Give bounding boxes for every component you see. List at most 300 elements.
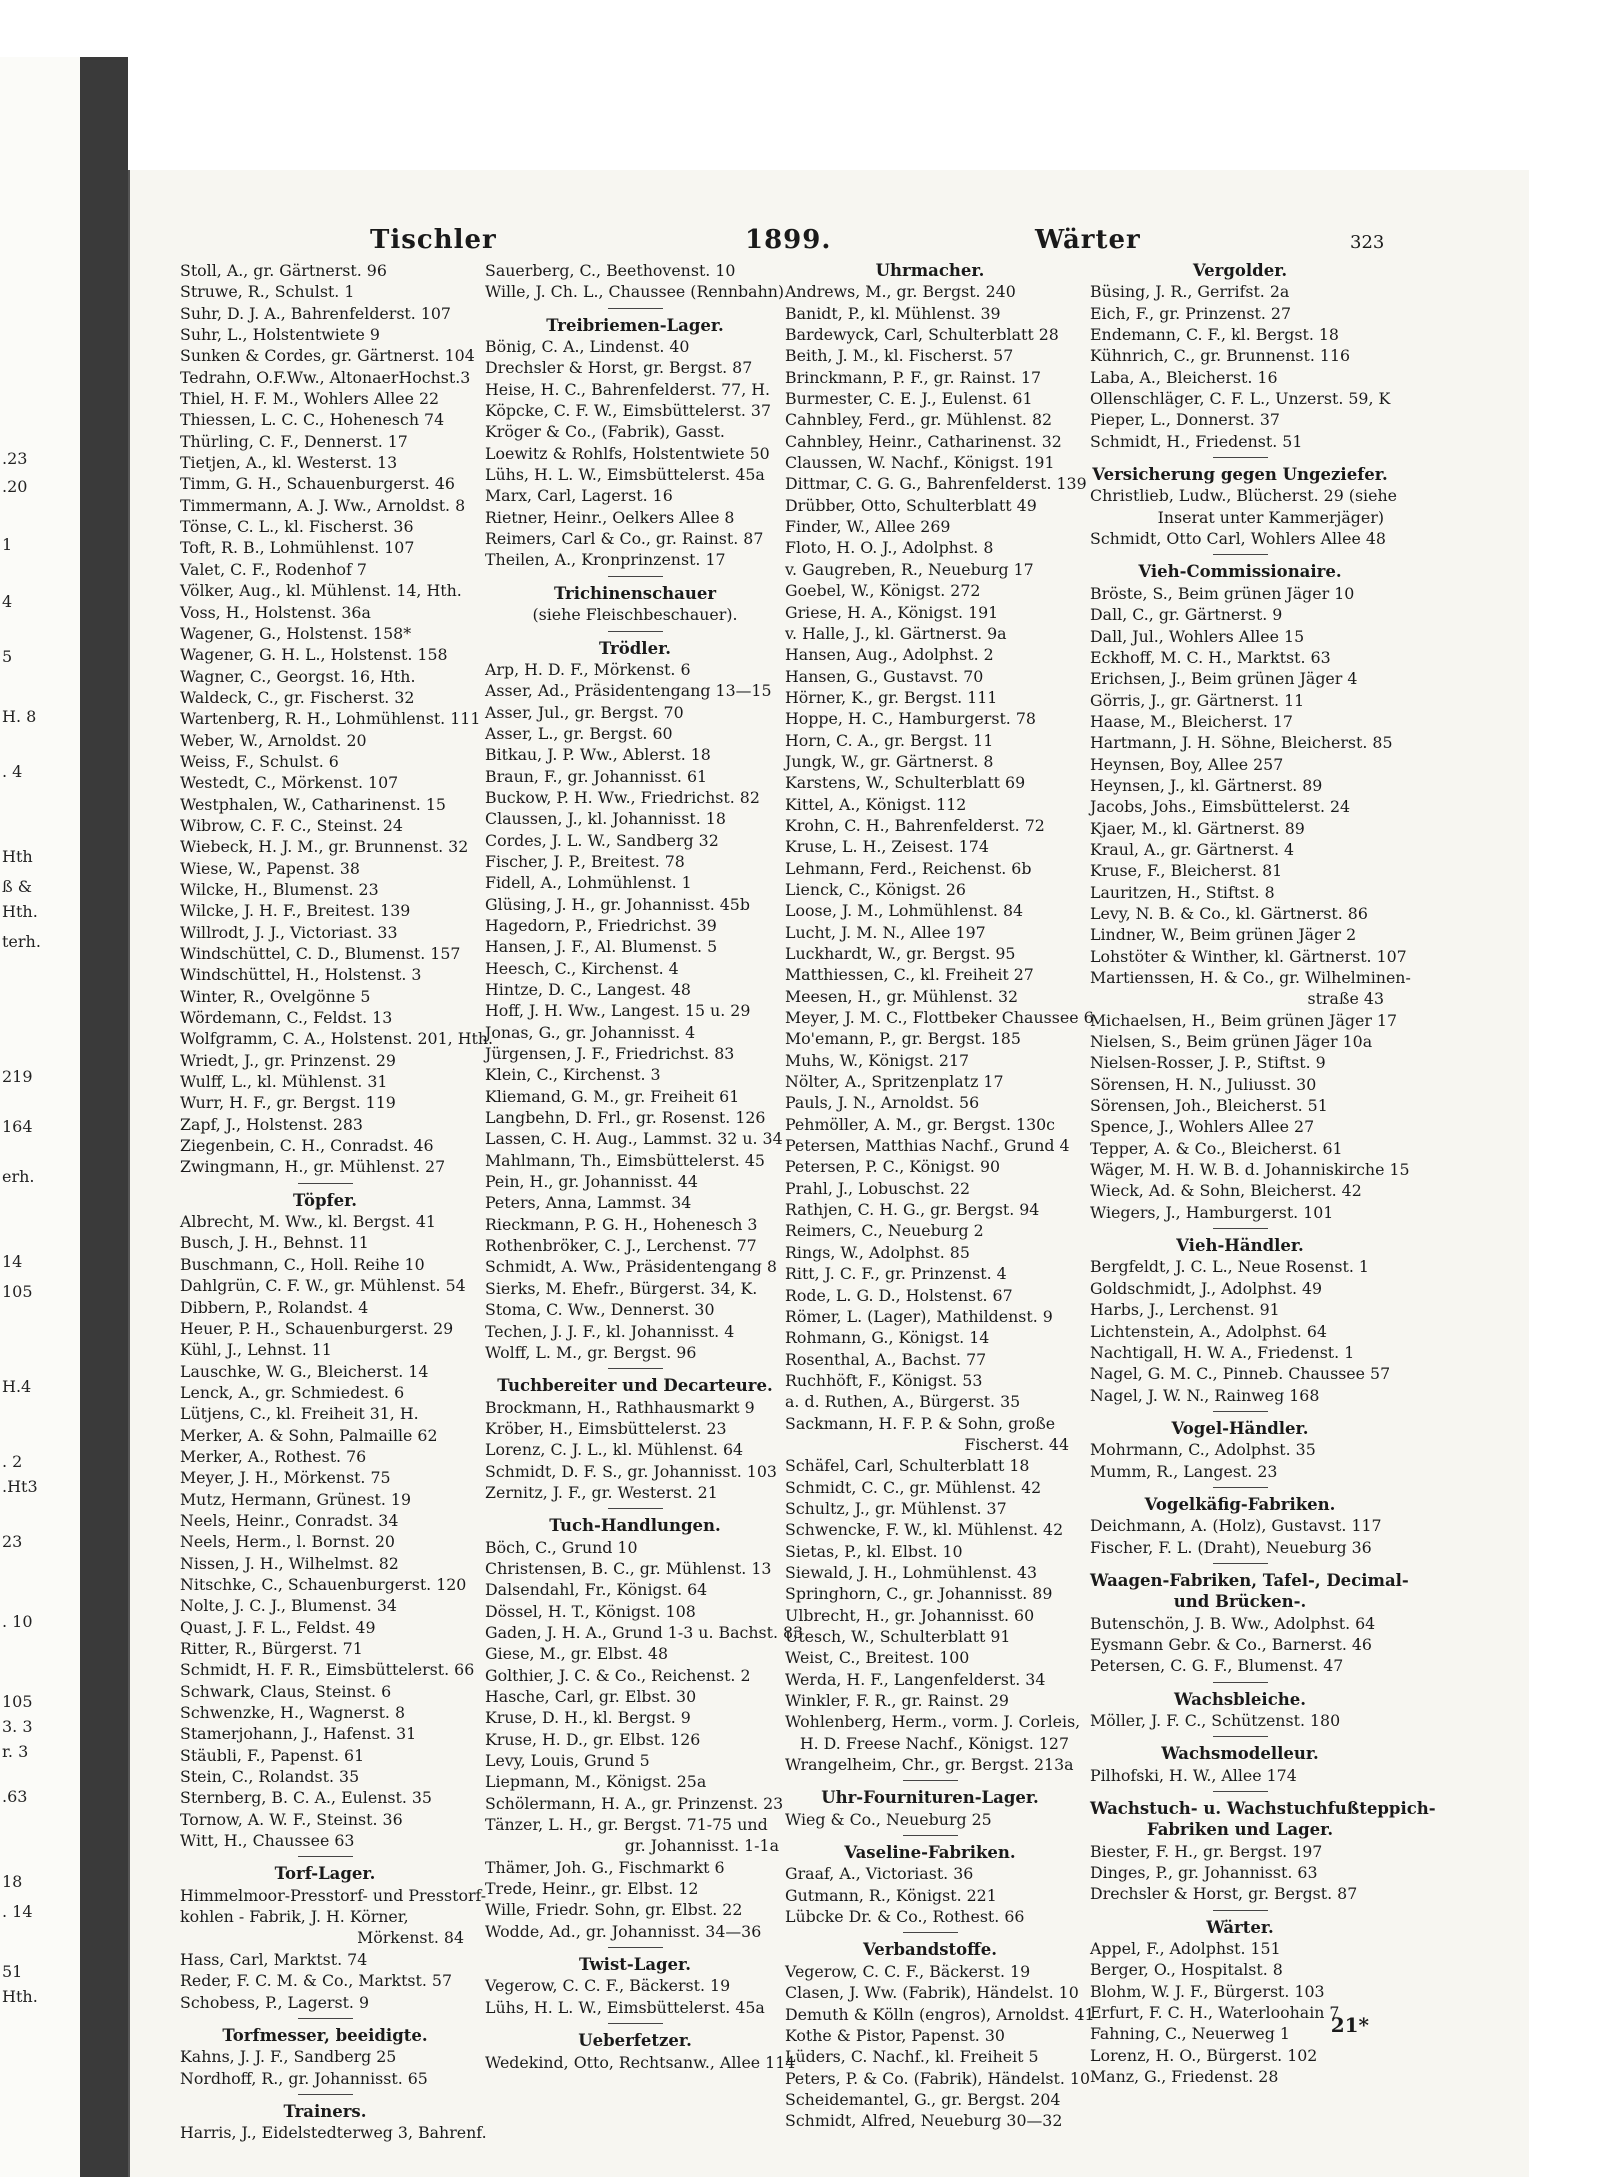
directory-entry: Mutz, Hermann, Grünest. 19 [180,1489,411,1509]
directory-entry: Nölter, A., Spritzenplatz 17 [785,1072,1004,1092]
directory-entry: Lenck, A., gr. Schmiedest. 6 [180,1382,405,1402]
directory-entry: Lassen, C. H. Aug., Lammst. 32 u. 34 [485,1129,783,1149]
directory-entry: Mörkenst. 84 [357,1928,464,1948]
directory-entry: Nolte, J. C. J., Blumenst. 34 [180,1596,397,1616]
directory-entry: Möller, J. F. C., Schützenst. 180 [1090,1711,1341,1730]
directory-entry: Kröber, H., Eimsbüttelerst. 23 [485,1418,727,1438]
directory-entry: Schmidt, Alfred, Neueburg 30—32 [785,2111,1063,2131]
running-head-year: 1899. [745,225,832,255]
directory-entry: Krohn, C. H., Bahrenfelderst. 72 [785,815,1045,835]
directory-entry: Jungk, W., gr. Gärtnerst. 8 [785,751,994,771]
directory-entry: Kruse, F., Bleicherst. 81 [1090,861,1283,881]
directory-entry: Hansen, Aug., Adolphst. 2 [785,645,994,665]
directory-entry: Schmidt, H. F. R., Eimsbüttelerst. 66 [180,1660,475,1680]
directory-entry: Nissen, J. H., Wilhelmst. 82 [180,1553,399,1573]
directory-entry: Dalsendahl, Fr., Königst. 64 [485,1580,708,1600]
directory-entry: Banidt, P., kl. Mühlenst. 39 [785,303,1001,323]
directory-entry: Glüsing, J. H., gr. Johannisst. 45b [485,894,750,914]
directory-entry: Claussen, W. Nachf., Königst. 191 [785,453,1055,473]
section-heading: Vaseline-Fabriken. [844,1843,1016,1863]
directory-entry: Christensen, B. C., gr. Mühlenst. 13 [485,1558,772,1578]
previous-page-fragment: erh. [2,1167,35,1186]
section-heading: Wachstuch- u. Wachstuchfußteppich- [1090,1799,1436,1819]
directory-entry: Schölermann, H. A., gr. Prinzenst. 23 [485,1793,784,1813]
section-heading: Vogelkäfig-Fabriken. [1144,1494,1336,1514]
section-divider [903,1835,958,1836]
directory-entry: Heesch, C., Kirchenst. 4 [485,958,679,978]
directory-entry: Peters, P. & Co. (Fabrik), Händelst. 10 [785,2068,1091,2088]
previous-page-fragment: .20 [2,477,28,496]
directory-entry: Dinges, P., gr. Johannisst. 63 [1090,1863,1318,1883]
directory-entry: Rosenthal, A., Bachst. 77 [785,1349,987,1369]
previous-page-fragment: 5 [2,647,13,666]
directory-entry: Finder, W., Allee 269 [785,517,951,537]
previous-page-edge [0,57,128,2177]
directory-entry: Petersen, C. G. F., Blumenst. 47 [1090,1656,1344,1676]
section-heading: Wärter. [1206,1917,1274,1937]
directory-entry: Spence, J., Wohlers Allee 27 [1090,1117,1315,1137]
directory-entry: Levy, N. B. & Co., kl. Gärtnerst. 86 [1090,903,1368,923]
directory-entry: Deichmann, A. (Holz), Gustavst. 117 [1090,1516,1382,1536]
section-heading: Torfmesser, beeidigte. [222,2025,428,2045]
directory-entry: Ritt, J. C. F., gr. Prinzenst. 4 [785,1264,1007,1284]
directory-entry: Wriedt, J., gr. Prinzenst. 29 [180,1050,396,1070]
directory-entry: Dall, C., gr. Gärtnerst. 9 [1090,605,1283,625]
directory-entry: Wohlenberg, Herm., vorm. J. Corleis, [785,1712,1081,1732]
section-heading: Twist-Lager. [579,1955,691,1975]
previous-page-fragment: H.4 [2,1377,32,1396]
previous-page-fragment: . 2 [2,1452,23,1471]
directory-entry: Matthiessen, C., kl. Freiheit 27 [785,965,1034,985]
section-divider [298,2018,353,2019]
section-note: (siehe Fleischbeschauer). [532,605,738,625]
section-heading: Trödler. [598,638,671,658]
directory-entry: Zapf, J., Holstenst. 283 [180,1114,363,1134]
previous-page-fragment: Hth. [2,1987,38,2006]
directory-entry: Drübber, Otto, Schulterblatt 49 [785,495,1037,515]
directory-entry: Prahl, J., Lobuschst. 22 [785,1178,971,1198]
directory-entry: Hansen, J. F., Al. Blumenst. 5 [485,937,718,957]
directory-entry: Graaf, A., Victoriast. 36 [785,1864,974,1884]
section-divider [903,1932,958,1933]
directory-entry: Rohmann, G., Königst. 14 [785,1328,990,1348]
section-divider [608,308,663,309]
directory-entry: Lauschke, W. G., Bleicherst. 14 [180,1361,429,1381]
directory-entry: Stäubli, F., Papenst. 61 [180,1745,365,1765]
directory-entry: Windschüttel, H., Holstenst. 3 [180,965,422,985]
directory-entry: Claussen, J., kl. Johannisst. 18 [485,809,726,829]
directory-entry: Appel, F., Adolphst. 151 [1090,1939,1281,1959]
directory-entry: Albrecht, M. Ww., kl. Bergst. 41 [180,1212,436,1232]
section-heading: und Brücken-. [1173,1592,1307,1612]
directory-entry: Mahlmann, Th., Eimsbüttelerst. 45 [485,1150,765,1170]
directory-entry: Eysmann Gebr. & Co., Barnerst. 46 [1090,1634,1372,1654]
directory-entry: straße 43 [1307,989,1384,1009]
directory-entry: Himmelmoor-Presstorf- und Presstorf- [180,1885,487,1905]
previous-page-fragment: 105 [2,1282,33,1301]
section-heading: Tuchbereiter und Decarteure. [497,1376,773,1396]
directory-entry: Lorenz, H. O., Bürgerst. 102 [1090,2045,1318,2065]
directory-entry: Muhs, W., Königst. 217 [785,1050,970,1070]
directory-entry: Clasen, J. Ww. (Fabrik), Händelst. 10 [785,1983,1079,2003]
directory-entry: Waldeck, C., gr. Fischerst. 32 [180,687,415,707]
previous-page-fragment: 14 [2,1252,23,1271]
section-heading: Trichinenschauer [553,583,717,603]
directory-entry: Timmermann, A. J. Ww., Arnoldst. 8 [180,495,466,515]
section-divider [1213,1487,1268,1488]
directory-entry: Suhr, D. J. A., Bahrenfelderst. 107 [180,303,451,323]
directory-page [128,170,1529,2177]
directory-entry: Voss, H., Holstenst. 36a [180,602,371,622]
directory-entry: Buschmann, C., Holl. Reihe 10 [180,1254,425,1274]
directory-entry: Hoff, J. H. Ww., Langest. 15 u. 29 [485,1001,751,1021]
directory-entry: Schobess, P., Lagerst. 9 [180,1992,370,2012]
directory-entry: Schmidt, H., Friedenst. 51 [1090,431,1303,451]
directory-entry: Loewitz & Rohlfs, Holstentwiete 50 [485,443,770,463]
previous-page-fragment: 51 [2,1962,23,1981]
section-divider [1213,1411,1268,1412]
directory-entry: Görris, J., gr. Gärtnerst. 11 [1090,690,1305,710]
directory-entry: Pehmöller, A. M., gr. Bergst. 130c [785,1114,1056,1134]
directory-entry: Cahnbley, Ferd., gr. Mühlenst. 82 [785,410,1053,430]
directory-entry: Wieg & Co., Neueburg 25 [785,1809,992,1829]
directory-entry: H. D. Freese Nachf., Königst. 127 [799,1733,1069,1753]
directory-entry: Lühs, H. L. W., Eimsbüttelerst. 45a [485,1997,765,2017]
directory-entry: Zernitz, J. F., gr. Westerst. 21 [485,1482,718,1502]
previous-page-fragment: Hth. [2,902,38,921]
directory-entry: Meyer, J. H., Mörkenst. 75 [180,1468,391,1488]
previous-page-fragment: Hth [2,847,33,866]
section-heading: Töpfer. [292,1190,358,1210]
directory-entry: Nitschke, C., Schauenburgerst. 120 [180,1574,467,1594]
directory-entry: Lübcke Dr. & Co., Rothest. 66 [785,1907,1025,1927]
directory-entry: Kruse, L. H., Zeisest. 174 [785,837,989,857]
directory-entry: Wieck, Ad. & Sohn, Bleicherst. 42 [1090,1181,1362,1201]
directory-entry: Lütjens, C., kl. Freiheit 31, H. [180,1404,419,1424]
directory-entry: kohlen - Fabrik, J. H. Körner, [180,1907,409,1927]
directory-entry: Wartenberg, R. H., Lohmühlenst. 111 [180,709,481,729]
section-heading: Tuch-Handlungen. [549,1516,721,1536]
directory-entry: Floto, H. O. J., Adolphst. 8 [785,538,994,558]
directory-entry: Weiss, F., Schulst. 6 [180,751,339,771]
directory-entry: Thiessen, L. C. C., Hohenesch 74 [180,410,445,430]
directory-entry: Tornow, A. W. F., Steinst. 36 [180,1809,403,1829]
column-1 [180,260,494,2144]
directory-entry: Trede, Heinr., gr. Elbst. 12 [485,1879,699,1899]
directory-entry: Vegerow, C. C. F., Bäckerst. 19 [785,1961,1031,1981]
directory-entry: Sunken & Cordes, gr. Gärtnerst. 104 [180,346,475,366]
directory-entry: Kruse, D. H., kl. Bergst. 9 [485,1708,691,1728]
directory-entry: Tönse, C. L., kl. Fischerst. 36 [180,517,414,537]
directory-entry: Ollenschläger, C. F. L., Unzerst. 59, K [1090,389,1391,409]
previous-page-fragment: ß & [2,877,33,896]
directory-entry: Westphalen, W., Catharinenst. 15 [180,794,446,814]
directory-entry: Michaelsen, H., Beim grünen Jäger 17 [1090,1010,1398,1030]
section-heading: Uhr-Fournituren-Lager. [821,1788,1039,1808]
directory-entry: Gutmann, R., Königst. 221 [785,1885,997,1905]
section-divider [1213,1791,1268,1792]
running-head-right: Wärter [1035,225,1141,255]
directory-entry: Sackmann, H. F. P. & Sohn, große [785,1413,1056,1433]
section-divider [608,1508,663,1509]
directory-entry: Endemann, C. F., kl. Bergst. 18 [1090,325,1339,345]
directory-entry: Levy, Louis, Grund 5 [485,1751,650,1771]
directory-entry: Heise, H. C., Bahrenfelderst. 77, H. [485,379,771,399]
directory-entry: Schmidt, C. C., gr. Mühlenst. 42 [785,1477,1042,1497]
directory-entry: Griese, H. A., Königst. 191 [785,602,999,622]
directory-entry: Harbs, J., Lerchenst. 91 [1090,1300,1280,1320]
directory-entry: Hansen, G., Gustavst. 70 [785,666,984,686]
directory-entry: Völker, Aug., kl. Mühlenst. 14, Hth. [180,581,462,601]
directory-entry: Heynsen, Boy, Allee 257 [1090,754,1284,774]
section-divider [608,1947,663,1948]
running-head-left: Tischler [370,225,497,255]
directory-entry: Mohrmann, C., Adolphst. 35 [1090,1440,1316,1460]
directory-entry: Rieckmann, P. G. H., Hohenesch 3 [485,1214,758,1234]
directory-entry: Jacobs, Johs., Eimsbüttelerst. 24 [1090,797,1351,817]
directory-entry: Eich, F., gr. Prinzenst. 27 [1090,303,1292,323]
directory-entry: Wolfgramm, C. A., Holstenst. 201, Hth. [180,1029,494,1049]
directory-entry: Thiel, H. F. M., Wohlers Allee 22 [180,389,440,409]
directory-entry: Butenschön, J. B. Ww., Adolphst. 64 [1090,1613,1376,1633]
directory-entry: Tietjen, A., kl. Westerst. 13 [180,453,398,473]
directory-entry: Drechsler & Horst, gr. Bergst. 87 [485,358,753,378]
directory-entry: Arp, H. D. F., Mörkenst. 6 [485,659,691,679]
directory-entry: Dössel, H. T., Königst. 108 [485,1601,696,1621]
directory-entry: Wagner, C., Georgst. 16, Hth. [180,666,416,686]
directory-entry: Wulff, L., kl. Mühlenst. 31 [180,1072,388,1092]
directory-entry: Stoll, A., gr. Gärtnerst. 96 [180,261,387,280]
section-heading: Fabriken und Lager. [1146,1820,1334,1840]
directory-entry: Valet, C. F., Rodenhof 7 [180,559,367,579]
directory-entry: Cahnbley, Heinr., Catharinenst. 32 [785,431,1062,451]
directory-entry: Hagedorn, P., Friedrichst. 39 [485,915,717,935]
directory-entry: Harris, J., Eidelstedterweg 3, Bahrenf. [180,2123,487,2143]
section-heading: Vieh-Händler. [1176,1236,1304,1256]
directory-entry: Rode, L. G. D., Holstenst. 67 [785,1285,1013,1305]
signature-mark: 21* [1330,2013,1369,2037]
directory-entry: Mo'emann, P., gr. Bergst. 185 [785,1029,1021,1049]
directory-entry: Neels, Herm., l. Bornst. 20 [180,1532,395,1552]
directory-entry: Nagel, J. W. N., Rainweg 168 [1090,1385,1320,1405]
directory-entry: Wodde, Ad., gr. Johannisst. 34—36 [485,1921,762,1941]
previous-page-fragment: .63 [2,1787,28,1806]
section-divider [1213,1682,1268,1683]
directory-entry: Eckhoff, M. C. H., Marktst. 63 [1090,647,1331,667]
directory-entry: Martienssen, H. & Co., gr. Wilhelminen- [1090,968,1411,987]
section-divider [608,631,663,632]
directory-entry: Tedrahn, O.F.Ww., AltonaerHochst.3 [180,367,471,387]
page-number: 323 [1350,232,1385,253]
previous-page-fragment: 18 [2,1872,23,1891]
directory-entry: Schäfel, Carl, Schulterblatt 18 [785,1456,1030,1476]
directory-entry: Nordhoff, R., gr. Johannisst. 65 [180,2068,428,2088]
previous-page-fragment: 105 [2,1692,33,1711]
directory-entry: Utesch, W., Schulterblatt 91 [785,1627,1011,1646]
directory-entry: Kliemand, G. M., gr. Freiheit 61 [485,1086,740,1106]
directory-entry: Winter, R., Ovelgönne 5 [180,986,371,1006]
directory-entry: Fahning, C., Neuerweg 1 [1090,2024,1290,2044]
directory-entry: Luckhardt, W., gr. Bergst. 95 [785,944,1016,963]
directory-entry: gr. Johannisst. 1-1a [624,1836,779,1856]
directory-entry: Wagener, G. H. L., Holstenst. 158 [180,645,448,665]
directory-entry: Kühnrich, C., gr. Brunnenst. 116 [1090,346,1351,366]
previous-page-fragment: .Ht3 [2,1477,38,1496]
section-divider [1213,1228,1268,1229]
column-4 [1090,260,1436,2088]
directory-entry: Stamerjohann, J., Hafenst. 31 [180,1724,417,1744]
directory-entry: Wagener, G., Holstenst. 158* [180,623,412,643]
directory-entry: Ruchhöft, F., Königst. 53 [785,1370,983,1390]
directory-entry: Demuth & Kölln (engros), Arnoldst. 41 [785,2004,1095,2024]
previous-page-fragment: 1 [2,535,13,554]
directory-entry: Marx, Carl, Lagerst. 16 [485,486,673,506]
directory-entry: Schwencke, F. W., kl. Mühlenst. 42 [785,1520,1064,1540]
directory-entry: Lichtenstein, A., Adolphst. 64 [1090,1321,1327,1341]
directory-entry: Giese, M., gr. Elbst. 48 [485,1644,669,1664]
directory-entry: Timm, G. H., Schauenburgerst. 46 [180,474,455,494]
directory-entry: Springhorn, C., gr. Johannisst. 89 [785,1584,1053,1604]
directory-entry: Zwingmann, H., gr. Mühlenst. 27 [180,1157,446,1177]
section-divider [298,2094,353,2095]
directory-entry: Asser, Jul., gr. Bergst. 70 [485,702,684,722]
directory-entry: Bitkau, J. P. Ww., Ablerst. 18 [485,745,711,765]
section-divider [1213,1910,1268,1911]
directory-entry: Kühl, J., Lehnst. 11 [180,1340,332,1360]
directory-entry: Wille, Friedr. Sohn, gr. Elbst. 22 [485,1900,743,1920]
directory-entry: Siewald, J. H., Lohmühlenst. 43 [785,1562,1038,1582]
directory-entry: Erfurt, F. C. H., Waterloohain 7 [1090,2003,1340,2023]
directory-entry: Wäger, M. H. W. B. d. Johanniskirche 15 [1090,1160,1410,1180]
directory-entry: Wördemann, C., Feldst. 13 [180,1008,393,1028]
section-divider [298,1856,353,1857]
section-heading: Waagen-Fabriken, Tafel-, Decimal- [1090,1570,1409,1590]
section-divider [608,2023,663,2024]
directory-entry: Ritter, R., Bürgerst. 71 [180,1639,363,1658]
directory-entry: Tänzer, L. H., gr. Bergst. 71-75 und [485,1815,768,1835]
section-heading: Versicherung gegen Ungeziefer. [1092,465,1388,485]
section-heading: Torf-Lager. [274,1864,376,1884]
directory-entry: Manz, G., Friedenst. 28 [1090,2067,1279,2087]
directory-entry: Wilcke, J. H. F., Breitest. 139 [180,901,411,921]
directory-entry: Karstens, W., Schulterblatt 69 [785,773,1026,793]
directory-entry: Petersen, P. C., Königst. 90 [785,1157,1001,1177]
directory-entry: Westedt, C., Mörkenst. 107 [180,773,399,793]
directory-entry: Erichsen, J., Beim grünen Jäger 4 [1090,669,1358,689]
directory-entry: Heuer, P. H., Schauenburgerst. 29 [180,1318,454,1338]
previous-page-fragment: . 4 [2,762,23,781]
section-divider [1213,1563,1268,1564]
directory-entry: Inserat unter Kammerjäger) [1157,507,1384,527]
directory-entry: Wiebeck, H. J. M., gr. Brunnenst. 32 [180,837,469,857]
previous-page-fragment: 23 [2,1532,23,1551]
directory-entry: Hörner, K., gr. Bergst. 111 [785,687,998,707]
directory-entry: Petersen, Matthias Nachf., Grund 4 [785,1136,1070,1156]
section-heading: Wachsmodelleur. [1161,1744,1319,1764]
directory-entry: Witt, H., Chaussee 63 [180,1831,355,1851]
directory-entry: Biester, F. H., gr. Bergst. 197 [1090,1841,1323,1861]
column-2 [485,260,804,2073]
section-heading: Wachsbleiche. [1174,1689,1306,1709]
directory-entry: Sörensen, Joh., Bleicherst. 51 [1090,1096,1328,1116]
directory-entry: Burmester, C. E. J., Eulenst. 61 [785,389,1033,409]
directory-entry: Toft, R. B., Lohmühlenst. 107 [180,538,415,558]
previous-page-fragment: . 10 [2,1612,33,1631]
directory-entry: Römer, L. (Lager), Mathildenst. 9 [785,1306,1053,1326]
directory-entry: Brockmann, H., Rathhausmarkt 9 [485,1397,755,1417]
directory-entry: Meesen, H., gr. Mühlenst. 32 [785,986,1019,1006]
directory-entry: Merker, A. & Sohn, Palmaille 62 [180,1425,438,1445]
section-heading: Treibriemen-Lager. [546,315,724,335]
previous-page-fragment: .23 [2,449,28,468]
directory-entry: Schultz, J., gr. Mühlenst. 37 [785,1498,1007,1518]
directory-entry: Stoma, C. Ww., Dennerst. 30 [485,1300,715,1320]
directory-entry: Lühs, H. L. W., Eimsbüttelerst. 45a [485,465,765,485]
directory-entry: Langbehn, D. Frl., gr. Rosenst. 126 [485,1108,766,1128]
directory-entry: Lohstöter & Winther, kl. Gärtnerst. 107 [1090,946,1407,966]
directory-entry: Rings, W., Adolphst. 85 [785,1242,970,1262]
directory-entry: Bergfeldt, J. C. L., Neue Rosenst. 1 [1090,1257,1369,1277]
directory-entry: Stein, C., Rolandst. 35 [180,1767,360,1787]
directory-entry: Nielsen-Rosser, J. P., Stiftst. 9 [1090,1053,1326,1073]
directory-entry: Asser, L., gr. Bergst. 60 [485,723,673,743]
directory-entry: Sierks, M. Ehefr., Bürgerst. 34, K. [485,1278,758,1298]
directory-entry: Dall, Jul., Wohlers Allee 15 [1090,626,1305,646]
section-divider [1213,457,1268,458]
section-heading: Trainers. [283,2101,367,2121]
directory-entry: v. Halle, J., kl. Gärtnerst. 9a [785,623,1007,643]
directory-entry: Wrangelheim, Chr., gr. Bergst. 213a [785,1755,1074,1775]
directory-entry: Horn, C. A., gr. Bergst. 11 [785,730,994,750]
directory-entry: Willrodt, J. J., Victoriast. 33 [180,922,398,942]
directory-entry: Schmidt, D. F. S., gr. Johannisst. 103 [485,1461,777,1481]
directory-entry: Brinckmann, P. F., gr. Rainst. 17 [785,367,1042,387]
directory-entry: Lauritzen, H., Stiftst. 8 [1090,882,1275,902]
directory-entry: v. Gaugreben, R., Neueburg 17 [785,559,1034,579]
directory-entry: Blohm, W. J. F., Bürgerst. 103 [1090,1981,1325,2001]
directory-entry: Theilen, A., Kronprinzenst. 17 [485,550,726,570]
directory-entry: Wiegers, J., Hamburgerst. 101 [1090,1202,1334,1222]
directory-entry: Fidell, A., Lohmühlenst. 1 [485,873,692,893]
directory-entry: Hass, Carl, Marktst. 74 [180,1949,368,1969]
directory-entry: Hasche, Carl, gr. Elbst. 30 [485,1687,697,1706]
directory-entry: Dittmar, C. G. G., Bahrenfelderst. 139 [785,474,1087,494]
directory-entry: Techen, J. J. F., kl. Johannisst. 4 [485,1321,735,1341]
directory-entry: Schmidt, Otto Carl, Wohlers Allee 48 [1090,529,1386,549]
directory-entry: Mumm, R., Langest. 23 [1090,1461,1278,1481]
directory-entry: Sauerberg, C., Beethovenst. 10 [485,261,736,280]
directory-entry: Meyer, J. M. C., Flottbeker Chaussee 6 [785,1008,1094,1028]
section-divider [608,1368,663,1369]
section-heading: Vieh-Commissionaire. [1138,562,1342,582]
directory-entry: Andrews, M., gr. Bergst. 240 [785,282,1016,302]
directory-entry: Fischerst. 44 [964,1434,1069,1454]
directory-entry: Merker, A., Rothest. 76 [180,1446,367,1466]
directory-entry: Reder, F. C. M. & Co., Marktst. 57 [180,1971,453,1991]
directory-entry: Nachtigall, H. W. A., Friedenst. 1 [1090,1342,1355,1362]
directory-entry: Kruse, H. D., gr. Elbst. 126 [485,1729,701,1749]
directory-entry: Reimers, C., Neueburg 2 [785,1221,984,1241]
directory-entry: Ulbrecht, H., gr. Johannisst. 60 [785,1605,1035,1625]
directory-entry: Nagel, G. M. C., Pinneb. Chaussee 57 [1090,1364,1391,1384]
directory-entry: Böch, C., Grund 10 [485,1537,638,1557]
previous-page-fragment: terh. [2,932,41,951]
directory-entry: Jürgensen, J. F., Friedrichst. 83 [485,1044,735,1064]
directory-entry: Loose, J. M., Lohmühlenst. 84 [785,901,1024,921]
directory-entry: Büsing, J. R., Gerrifst. 2a [1090,282,1290,302]
directory-entry: Berger, O., Hospitalst. 8 [1090,1960,1283,1980]
section-heading: Vogel-Händler. [1171,1418,1309,1438]
